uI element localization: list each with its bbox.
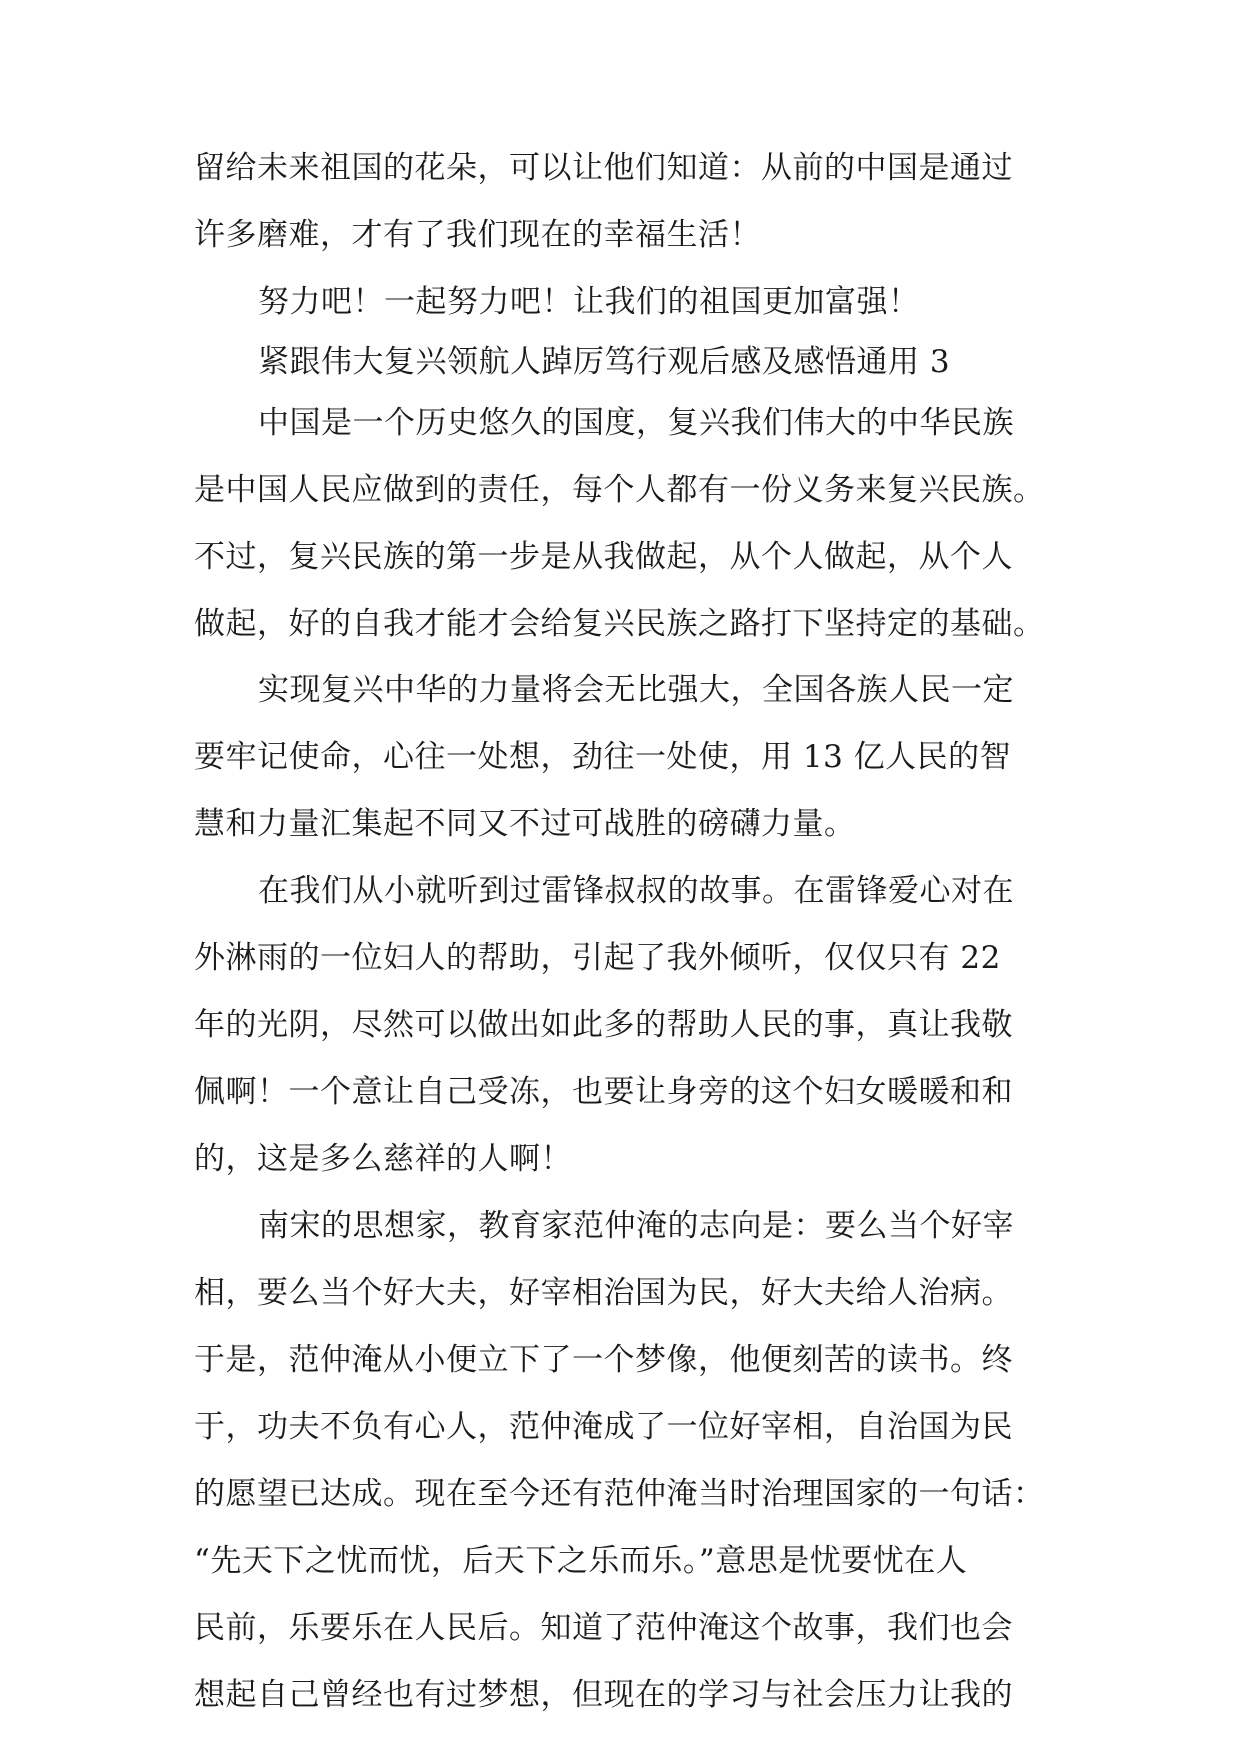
- text-line: 于是，范仲淹从小便立下了一个梦像，他便刻苦的读书。终: [194, 1342, 1013, 1378]
- text-line: 是中国人民应做到的责任，每个人都有一份义务来复兴民族。: [194, 472, 1045, 508]
- text-line: 于，功夫不负有心人，范仲淹成了一位好宰相，自治国为民: [194, 1409, 1013, 1445]
- text-line: 许多磨难，才有了我们现在的幸福生活！: [194, 217, 761, 253]
- text-line: 实现复兴中华的力量将会无比强大，全国各族人民一定: [258, 672, 1014, 708]
- text-line: 相，要么当个好大夫，好宰相治国为民，好大夫给人治病。: [194, 1275, 1013, 1311]
- section-heading: 紧跟伟大复兴领航人踔厉笃行观后感及感悟通用 3: [258, 344, 951, 380]
- text-line: 民前，乐要乐在人民后。知道了范仲淹这个故事，我们也会: [194, 1610, 1013, 1646]
- text-line: 留给未来祖国的花朵，可以让他们知道：从前的中国是通过: [194, 150, 1013, 186]
- text-line: 在我们从小就听到过雷锋叔叔的故事。在雷锋爱心对在: [258, 873, 1014, 909]
- text-line: 外淋雨的一位妇人的帮助，引起了我外倾听，仅仅只有 22: [194, 940, 1001, 976]
- text-line: 慧和力量汇集起不同又不过可战胜的磅礴力量。: [194, 806, 856, 842]
- text-line: 做起，好的自我才能才会给复兴民族之路打下坚持定的基础。: [194, 606, 1045, 642]
- text-line: 不过，复兴民族的第一步是从我做起，从个人做起，从个人: [194, 539, 1013, 575]
- text-line: 的，这是多么慈祥的人啊！: [194, 1141, 572, 1177]
- text-line: 南宋的思想家，教育家范仲淹的志向是：要么当个好宰: [258, 1208, 1014, 1244]
- text-line: 佩啊！一个意让自己受冻，也要让身旁的这个妇女暖暖和和: [194, 1074, 1013, 1110]
- text-line: 想起自己曾经也有过梦想，但现在的学习与社会压力让我的: [194, 1677, 1013, 1713]
- text-line: “先天下之忧而忧，后天下之乐而乐。”意思是忧要忧在人: [194, 1543, 968, 1579]
- text-line: 中国是一个历史悠久的国度，复兴我们伟大的中华民族: [258, 405, 1014, 441]
- text-line: 的愿望已达成。现在至今还有范仲淹当时治理国家的一句话：: [194, 1476, 1045, 1512]
- text-line: 年的光阴，尽然可以做出如此多的帮助人民的事，真让我敬: [194, 1007, 1013, 1043]
- text-line: 要牢记使命，心往一处想，劲往一处使，用 13 亿人民的智: [194, 739, 1012, 775]
- text-line: 努力吧！一起努力吧！让我们的祖国更加富强！: [258, 284, 920, 320]
